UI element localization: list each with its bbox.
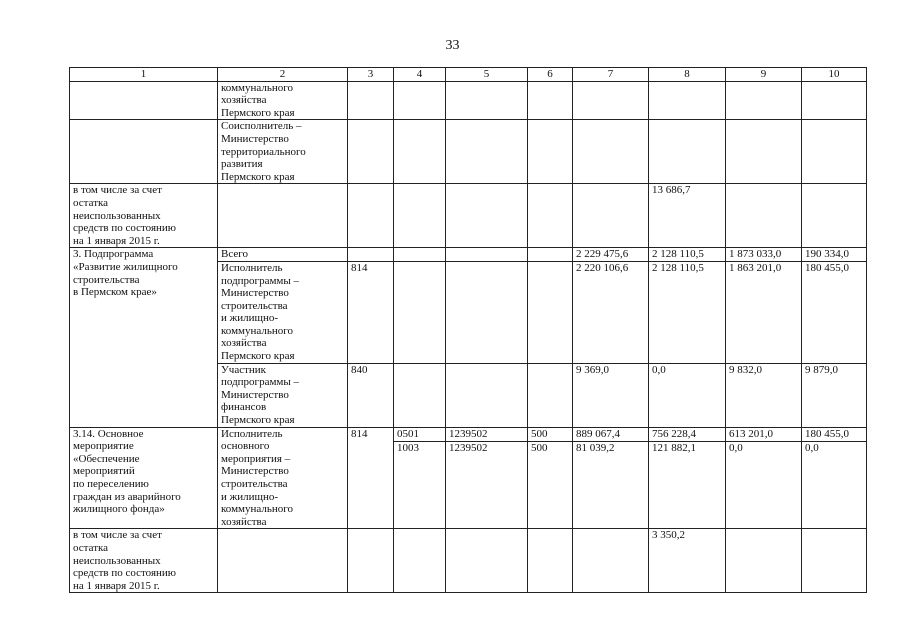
table-cell (218, 184, 348, 248)
table-cell (726, 184, 802, 248)
table-cell (802, 81, 867, 120)
cell-line: 180 455,0 (805, 427, 849, 440)
table-cell: 2 128 110,5 (649, 248, 726, 262)
table-cell: Всего (218, 248, 348, 262)
table-cell (573, 427, 649, 529)
col-header: 9 (726, 68, 802, 82)
table-cell (528, 248, 573, 262)
table-cell (446, 363, 528, 427)
cell-line: 0501 (397, 427, 419, 440)
table-cell (528, 120, 573, 184)
table-cell (528, 81, 573, 120)
table-cell: 1 873 033,0 (726, 248, 802, 262)
header-row (70, 68, 867, 82)
col-header: 3 (348, 68, 394, 82)
table-cell: 9 369,0 (573, 363, 649, 427)
table-row (70, 248, 867, 262)
table-cell (528, 261, 573, 363)
cell-line: 121 882,1 (649, 441, 725, 455)
table-row (70, 184, 867, 248)
table-cell: 0,0 (649, 363, 726, 427)
cell-line: 756 228,4 (652, 427, 696, 440)
table-row (70, 529, 867, 593)
col-header: 1 (70, 68, 218, 82)
table-cell: Исполнитель основного мероприятия – Министерство строительства и жилищно- коммунального хозяйства (218, 427, 348, 529)
table-cell (528, 363, 573, 427)
col-header: 8 (649, 68, 726, 82)
table-cell: Соисполнитель – Министерство территориального развития Пермского края (218, 120, 348, 184)
table-cell: 3 350,2 (649, 529, 726, 593)
col-header: 7 (573, 68, 649, 82)
program-table (69, 67, 867, 593)
table-cell (649, 81, 726, 120)
table-cell (394, 529, 446, 593)
table-cell: 814 (348, 427, 394, 529)
cell-line: 1003 (394, 441, 445, 455)
table-cell (394, 81, 446, 120)
cell-line: 1239502 (449, 427, 488, 440)
table-cell (528, 184, 573, 248)
table-cell (573, 120, 649, 184)
table-cell: 2 229 475,6 (573, 248, 649, 262)
table-cell (446, 248, 528, 262)
cell-line: 81 039,2 (573, 441, 648, 455)
table-cell (573, 184, 649, 248)
table-cell (649, 427, 726, 529)
table-cell: коммунального хозяйства Пермского края (218, 81, 348, 120)
table-cell (394, 427, 446, 529)
table-cell (348, 529, 394, 593)
table-cell (573, 529, 649, 593)
cell-line: 889 067,4 (576, 427, 620, 440)
table-cell: в том числе за счет остатка неиспользованных средств по состоянию на 1 января 2015 г. (70, 184, 218, 248)
table-cell (446, 261, 528, 363)
cell-line: 0,0 (802, 441, 866, 455)
table-cell (528, 529, 573, 593)
table-cell (726, 81, 802, 120)
cell-line: 1239502 (446, 441, 527, 455)
col-header: 4 (394, 68, 446, 82)
table-row (70, 120, 867, 184)
table-cell (726, 120, 802, 184)
table-cell: 9 879,0 (802, 363, 867, 427)
table-cell: 180 455,0 (802, 261, 867, 363)
table-cell (394, 120, 446, 184)
table-cell (218, 529, 348, 593)
table-cell (70, 120, 218, 184)
table-cell: 3.14. Основное мероприятие «Обеспечение мероприятий по переселению граждан из аварийного жилищного фонда» (70, 427, 218, 529)
table-cell (348, 120, 394, 184)
table-cell: 2 220 106,6 (573, 261, 649, 363)
table-cell (70, 81, 218, 120)
table-row (70, 427, 867, 529)
table-cell: 190 334,0 (802, 248, 867, 262)
cell-line: 500 (531, 427, 548, 440)
table-cell (394, 363, 446, 427)
table-cell: 1 863 201,0 (726, 261, 802, 363)
table-cell (802, 184, 867, 248)
table-cell: 2 128 110,5 (649, 261, 726, 363)
table-row (70, 81, 867, 120)
table-cell (802, 529, 867, 593)
table-cell (446, 81, 528, 120)
cell-line: 500 (528, 441, 572, 455)
table-cell (446, 120, 528, 184)
table-cell (394, 261, 446, 363)
table-cell (394, 248, 446, 262)
table-cell: Участник подпрограммы – Министерство финансов Пермского края (218, 363, 348, 427)
table-cell (446, 427, 528, 529)
cell-line: 613 201,0 (729, 427, 773, 440)
table-cell (802, 427, 867, 529)
table-cell (726, 529, 802, 593)
col-header: 6 (528, 68, 573, 82)
table-cell (802, 120, 867, 184)
col-header: 5 (446, 68, 528, 82)
table-cell: 13 686,7 (649, 184, 726, 248)
col-header: 2 (218, 68, 348, 82)
table-cell: 3. Подпрограмма «Развитие жилищного строительства в Пермском крае» (70, 248, 218, 427)
table-cell (573, 81, 649, 120)
table-cell: Исполнитель подпрограммы – Министерство строительства и жилищно- коммунального хозяйства Пермского края (218, 261, 348, 363)
table-cell (348, 248, 394, 262)
table-cell: в том числе за счет остатка неиспользованных средств по состоянию на 1 января 2015 г. (70, 529, 218, 593)
table-cell (446, 184, 528, 248)
col-header: 10 (802, 68, 867, 82)
table-cell: 840 (348, 363, 394, 427)
table-cell (726, 427, 802, 529)
page-number: 33 (445, 38, 460, 53)
table-cell: 9 832,0 (726, 363, 802, 427)
table-cell: 814 (348, 261, 394, 363)
table-cell (446, 529, 528, 593)
table-cell (394, 184, 446, 248)
table-cell (649, 120, 726, 184)
cell-line: 0,0 (726, 441, 801, 455)
table-cell (528, 427, 573, 529)
table-cell (348, 81, 394, 120)
table-cell (348, 184, 394, 248)
